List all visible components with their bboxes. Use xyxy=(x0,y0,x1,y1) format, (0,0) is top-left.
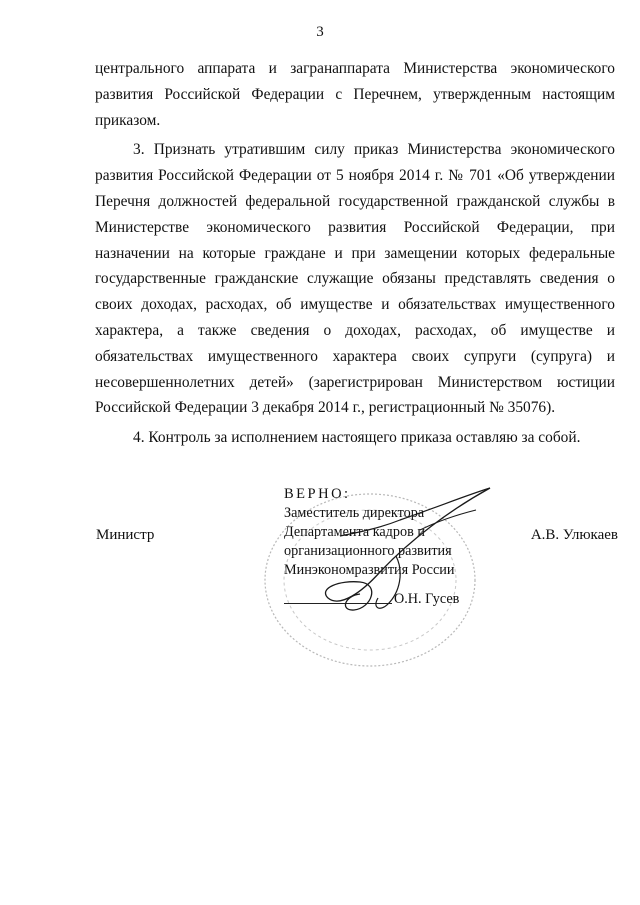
certification-signer-name: О.Н. Гусев xyxy=(394,591,460,607)
certification-line-3: организационного развития xyxy=(284,543,452,559)
signer-title: Министр xyxy=(96,527,155,543)
certification-block xyxy=(284,485,454,580)
signature-underline xyxy=(284,603,392,604)
paragraph-4: 4. Контроль за исполнением настоящего приказа оставляю за собой. xyxy=(133,429,581,447)
certification-line-1: Заместитель директора xyxy=(284,505,425,521)
certification-verno: ВЕРНО: xyxy=(284,486,351,502)
document-body xyxy=(95,56,615,451)
paragraph-continuation: центрального аппарата и загранаппарата Министерства экономического развития Российской Федерации с Перечнем, утвержденным настоящим приказом. xyxy=(95,60,615,129)
certification-line-2: Департамента кадров и xyxy=(284,524,425,540)
page-number: 3 xyxy=(316,24,324,40)
certification-signature-line xyxy=(284,592,392,609)
signer-name: А.В. Улюкаев xyxy=(530,527,618,543)
paragraph-3: 3. Признать утратившим силу приказ Министерства экономического развития Российской Федерации от 5 ноября 2014 г. № 701 «Об утверждении Перечня должностей федеральной государственной гражданской службы в Министерстве экономического развития Российской Федерации, при назначении на которые граждане и при замещении которых федеральные государственные гражданские служащие обязаны представлять сведения о своих доходах, расходах, об имуществе и обязательствах имущественного характера, а также сведения о доходах, расходах, об имуществе и обязательствах имущественного характера своих супруги (супруга) и несовершеннолетних детей» (зарегистрирован Министерством юстиции Российской Федерации 3 декабря 2014 г., регистрационный № 35076). xyxy=(95,141,615,417)
certification-line-4: Минэкономразвития России xyxy=(284,562,455,578)
